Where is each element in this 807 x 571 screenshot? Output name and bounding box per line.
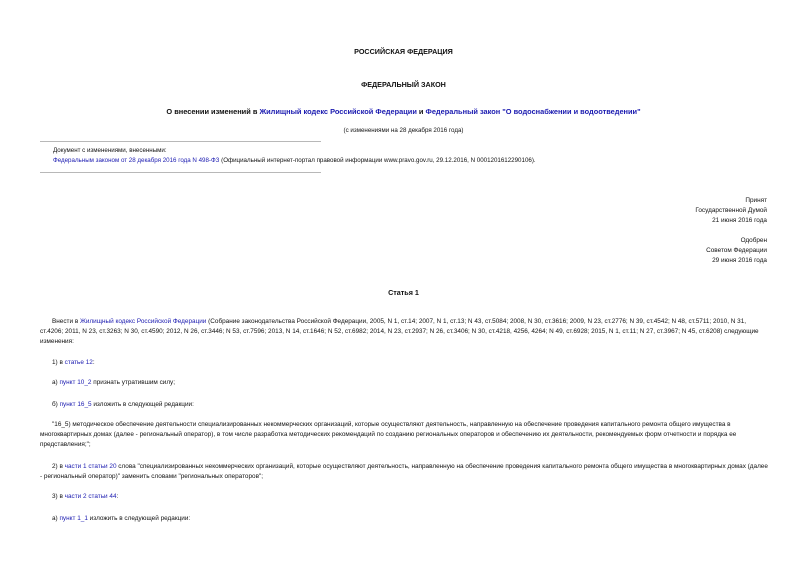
changes-entry [53, 156, 773, 166]
title-link-housing-code[interactable]: Жилищный кодекс Российской Федерации [259, 107, 417, 116]
changes-rest: (Официальный интернет-портал правовой информации www.pravo.gov.ru, 29.12.2016, N 0001201612290106). [219, 157, 536, 164]
item-3-post: : [116, 493, 119, 500]
title-prefix: О внесении изменений в [166, 107, 260, 116]
intro-pre: Внести в [52, 318, 80, 325]
approved-line2: Советом Федерации [706, 247, 767, 254]
item-1-link[interactable]: статье 12 [64, 359, 93, 366]
country-heading: РОССИЙСКАЯ ФЕДЕРАЦИЯ [354, 47, 453, 56]
item-1b-post: изложить в следующей редакции: [91, 401, 194, 408]
item-1 [40, 358, 768, 368]
item-1a-post: признать утратившим силу; [91, 379, 176, 386]
changes-link-498fz[interactable]: Федеральным законом от 28 декабря 2016 года N 498-ФЗ [53, 157, 220, 164]
item-3a-link[interactable]: пункт 1_1 [59, 515, 88, 522]
intro-link-housing-code[interactable]: Жилищный кодекс Российской Федерации [79, 318, 207, 325]
adopted-line3: 21 июня 2016 года [712, 217, 767, 224]
item-1b-link[interactable]: пункт 16_5 [59, 401, 92, 408]
item-2-link[interactable]: части 1 статьи 20 [64, 463, 117, 470]
item-1b-quote: "16_5) методическое обеспечение деятельности специализированных некоммерческих организаций, которые осуществляют деятельность, направленную на обеспечение проведения капитального ремонта общего имущества в многоквартирных домах (далее - региональный оператор), в том числе разработка методических рекомендаций по созданию региональных операторов и обеспечению их деятельности, рекомендуемых форм отчетности и порядка ее представления;"; [40, 421, 737, 448]
item-1-pre: 1) в [52, 359, 65, 366]
item-3a [40, 514, 768, 524]
intro-rest: (Собрание законодательства Российской Федерации, 2005, N 1, ст.14; 2007, N 1, ст.13; N 43, ст.5084; 2008, N 30, ст.3616; 2009, N 23, ст.2776; N 39, ст.4542; N 48, ст.5711; 2010, N 31, ст.4206; 2011, N 23, ст.3263; N 30, ст.4590; 2012, N 26, ст.3446; N 53, ст.7596; 2013, N 14, ст.1646; N 52, ст.6982; 2014, N 23, ст.2937; N 26, ст.3406; N 30, ст.4218, 4256, 4264; N 49, ст.6928; 2015, N 1, ст.11; N 27, ст.3967; N 45, ст.6208) следующие изменения: [40, 318, 759, 345]
item-2-post: слова "специализированных некоммерческих организаций, которые осуществляют деятельность, направленную на обеспечение проведения капитального ремонта общего имущества в многоквартирных домах (далее - региональный оператор)" заменить словами "региональных операторов"; [40, 463, 768, 480]
title-mid: и [416, 107, 426, 116]
title-link-water-law[interactable]: Федеральный закон "О водоснабжении и водоотведении" [425, 107, 641, 116]
item-1a-pre: а) [52, 379, 60, 386]
item-3-pre: 3) в [52, 493, 65, 500]
changes-bottom-rule [40, 172, 321, 173]
article-intro [40, 317, 768, 347]
item-1b-pre: б) [52, 401, 60, 408]
adopted-block [567, 196, 767, 226]
amended-note: (с изменениями на 28 декабря 2016 года) [343, 127, 464, 134]
item-1b [40, 400, 768, 410]
item-2-pre: 2) в [52, 463, 65, 470]
approved-line1: Одобрен [740, 237, 767, 244]
item-3a-post: изложить в следующей редакции: [87, 515, 191, 522]
adopted-line2: Государственной Думой [695, 207, 767, 214]
adopted-line1: Принят [745, 197, 767, 204]
item-2 [40, 462, 768, 482]
item-3a-pre: а) [52, 515, 60, 522]
item-1a [40, 378, 768, 388]
item-1-post: : [92, 359, 95, 366]
item-3-link[interactable]: части 2 статьи 44 [64, 493, 117, 500]
item-1a-link[interactable]: пункт 10_2 [59, 379, 92, 386]
approved-block [567, 236, 767, 266]
changes-top-rule [40, 141, 321, 142]
approved-line3: 29 июня 2016 года [712, 257, 767, 264]
changes-label: Документ с изменениями, внесенными: [53, 147, 167, 154]
law-type-heading: ФЕДЕРАЛЬНЫЙ ЗАКОН [361, 80, 446, 89]
item-3 [40, 492, 768, 502]
article-title: Статья 1 [388, 288, 419, 297]
changes-box [53, 146, 773, 166]
document-title [0, 107, 807, 116]
